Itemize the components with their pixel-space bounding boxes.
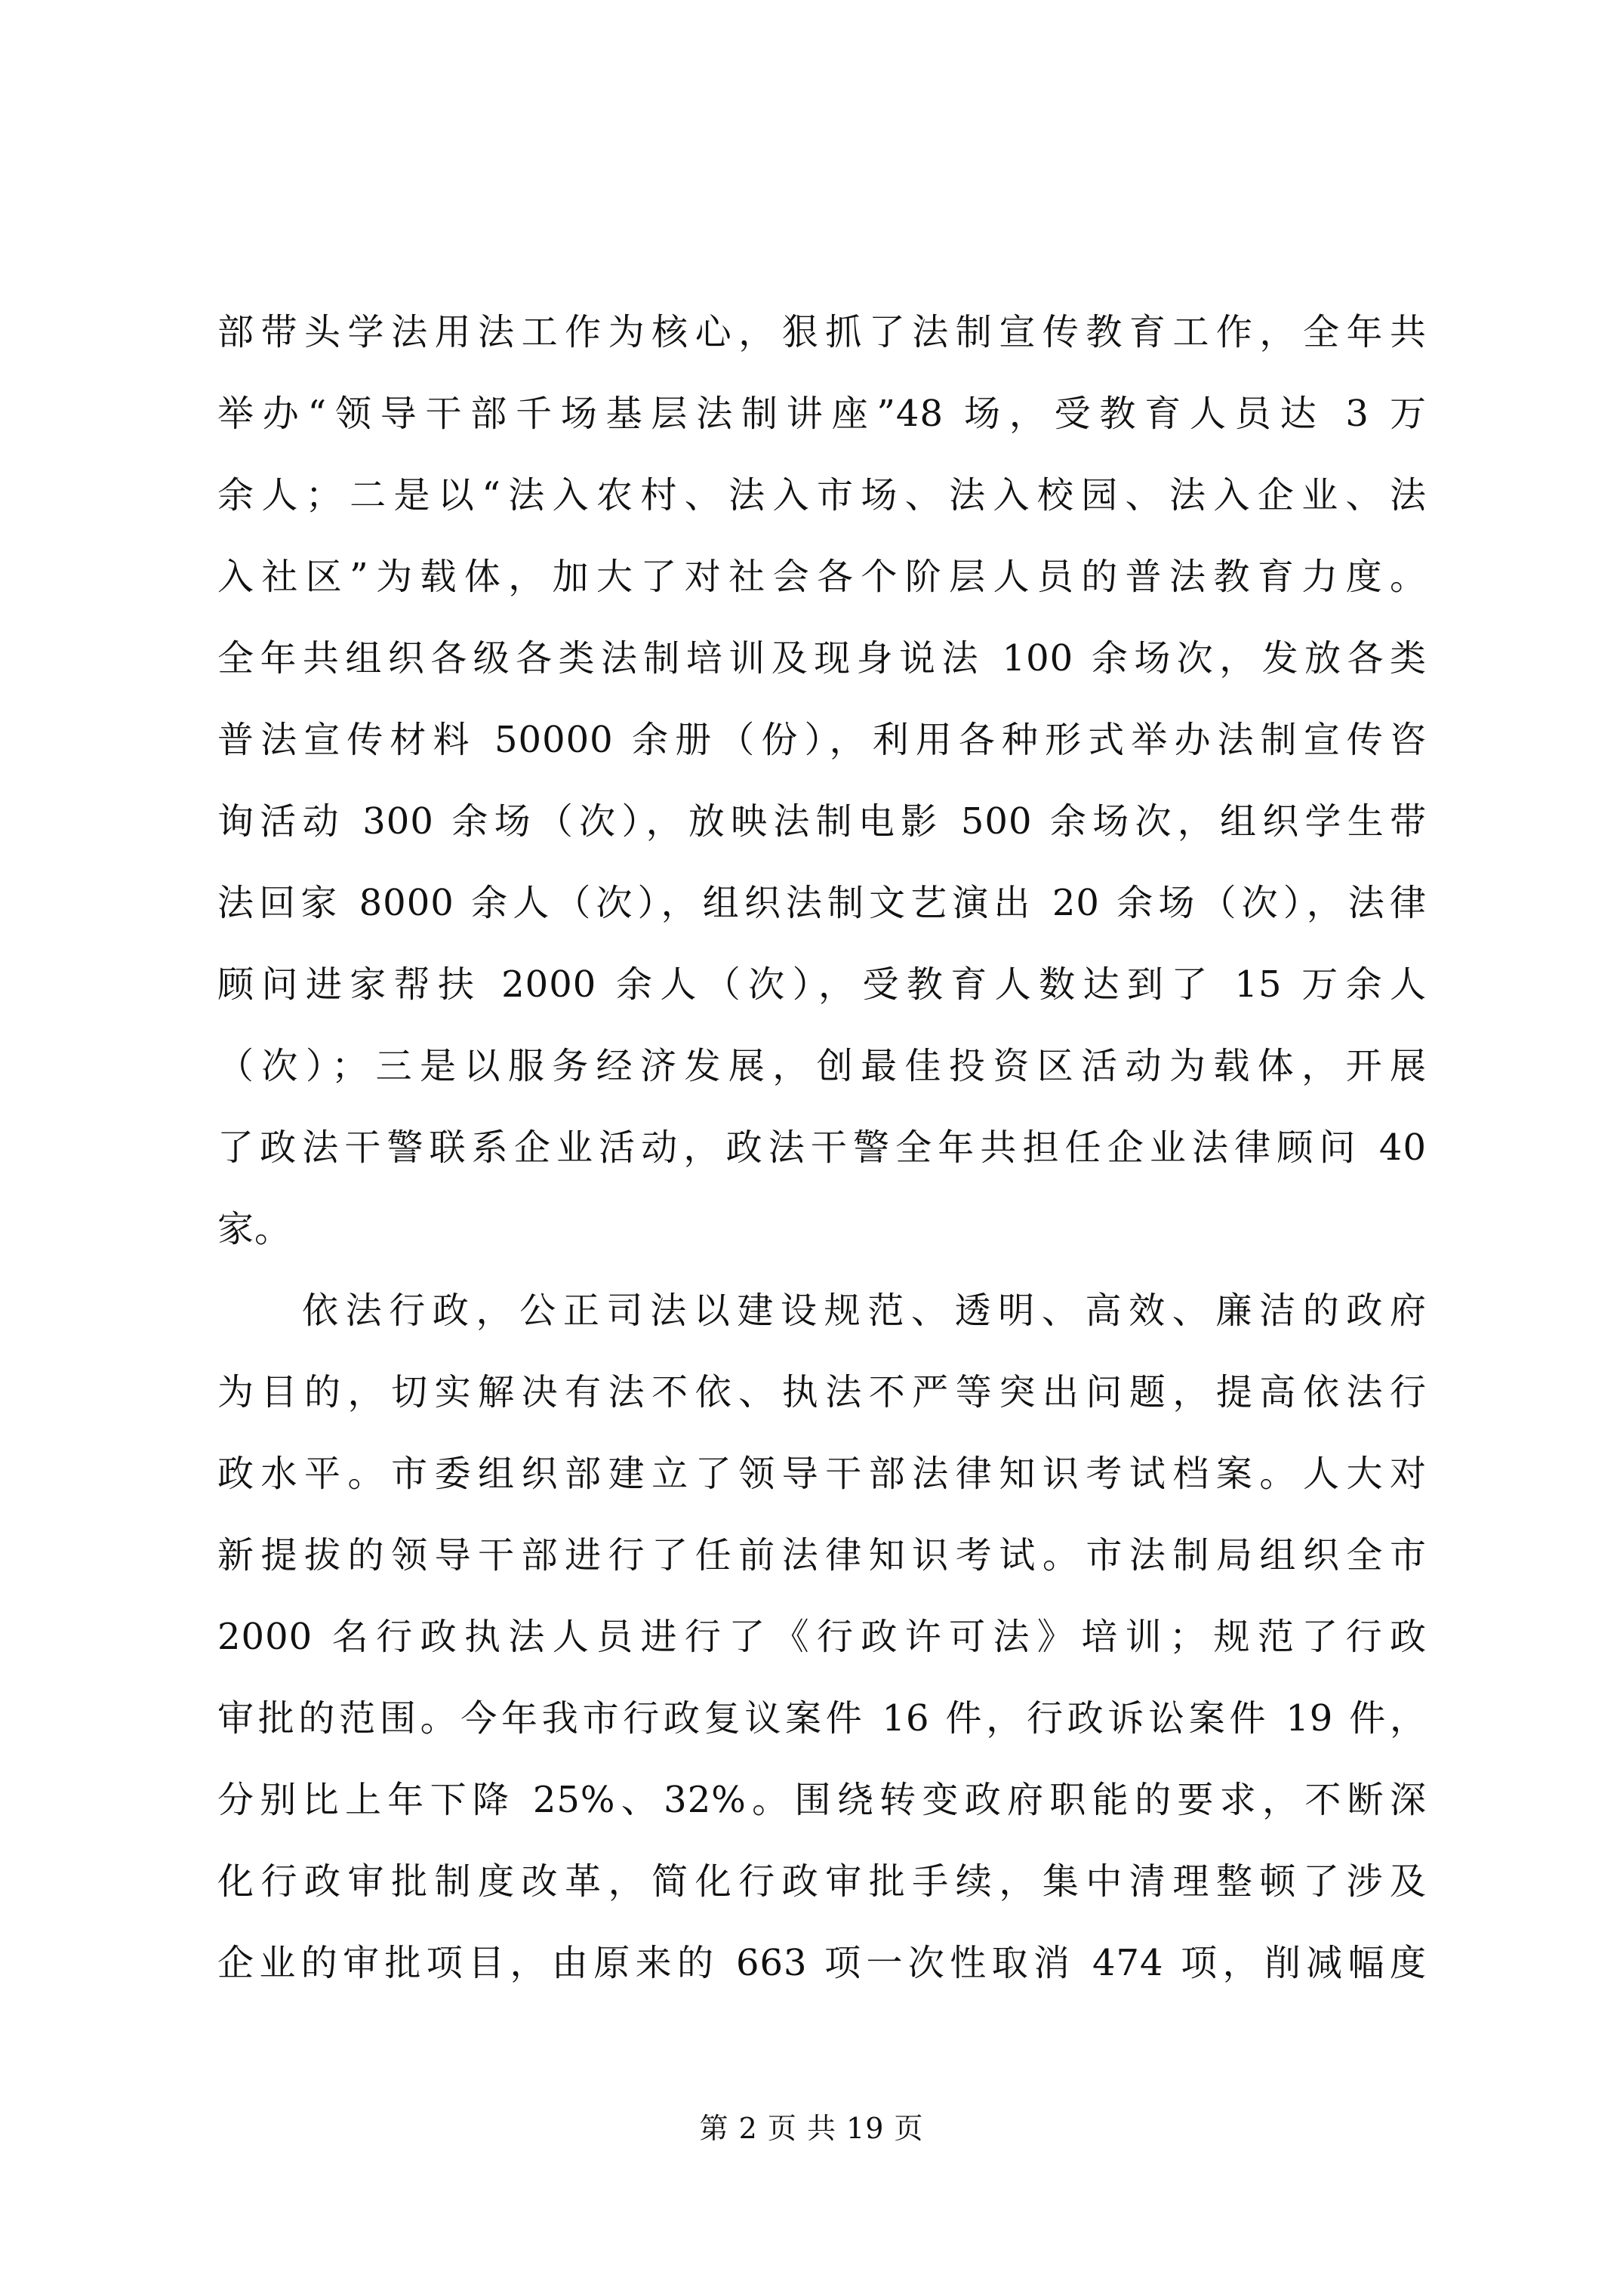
paragraph-1-line-9: 顾问进家帮扶 2000 余人（次），受教育人数达到了 15 万余人 — [217, 963, 1427, 1006]
paragraph-2-line-1: 依法行政，公正司法以建设规范、透明、高效、廉洁的政府 — [302, 1290, 1427, 1332]
paragraph-1-line-8: 法回家 8000 余人（次），组织法制文艺演出 20 余场（次），法律 — [217, 882, 1427, 924]
paragraph-2-line-8: 化行政审批制度改革，简化行政审批手续，集中清理整顿了涉及 — [217, 1860, 1427, 1903]
paragraph-1-line-4: 入社区”为载体，加大了对社会各个阶层人员的普法教育力度。 — [217, 556, 1427, 598]
paragraph-1-line-12: 家。 — [217, 1208, 292, 1250]
paragraph-1-line-5: 全年共组织各级各类法制培训及现身说法 100 余场次，发放各类 — [217, 637, 1427, 680]
paragraph-2-line-4: 新提拔的领导干部进行了任前法律知识考试。市法制局组织全市 — [217, 1534, 1427, 1576]
paragraph-2-line-3: 政水平。市委组织部建立了领导干部法律知识考试档案。人大对 — [217, 1453, 1427, 1495]
paragraph-1-line-3: 余人；二是以“法入农村、法入市场、法入校园、法入企业、法 — [217, 474, 1427, 516]
paragraph-1-line-7: 询活动 300 余场（次），放映法制电影 500 余场次，组织学生带 — [217, 800, 1427, 843]
paragraph-2-line-6: 审批的范围。今年我市行政复议案件 16 件，行政诉讼案件 19 件， — [217, 1697, 1427, 1740]
page-number-footer: 第 2 页 共 19 页 — [699, 2112, 924, 2145]
document-body — [217, 291, 1427, 2004]
paragraph-1-line-6: 普法宣传材料 50000 余册（份），利用各种形式举办法制宣传咨 — [217, 719, 1427, 761]
paragraph-2-line-5: 2000 名行政执法人员进行了《行政许可法》培训；规范了行政 — [217, 1616, 1427, 1658]
paragraph-1-line-10: （次）；三是以服务经济发展，创最佳投资区活动为载体，开展 — [217, 1045, 1427, 1087]
paragraph-1-line-1: 部带头学法用法工作为核心，狠抓了法制宣传教育工作，全年共 — [217, 311, 1427, 353]
paragraph-2-line-9: 企业的审批项目，由原来的 663 项一次性取消 474 项，削减幅度 — [217, 1942, 1427, 1984]
paragraph-2-line-7: 分别比上年下降 25%、32%。围绕转变政府职能的要求，不断深 — [217, 1779, 1427, 1821]
paragraph-1-line-11: 了政法干警联系企业活动，政法干警全年共担任企业法律顾问 40 — [217, 1126, 1427, 1169]
paragraph-2-line-2: 为目的，切实解决有法不依、执法不严等突出问题，提高依法行 — [217, 1371, 1427, 1413]
paragraph-1-line-2: 举办“领导干部千场基层法制讲座”48 场，受教育人员达 3 万 — [217, 393, 1427, 435]
